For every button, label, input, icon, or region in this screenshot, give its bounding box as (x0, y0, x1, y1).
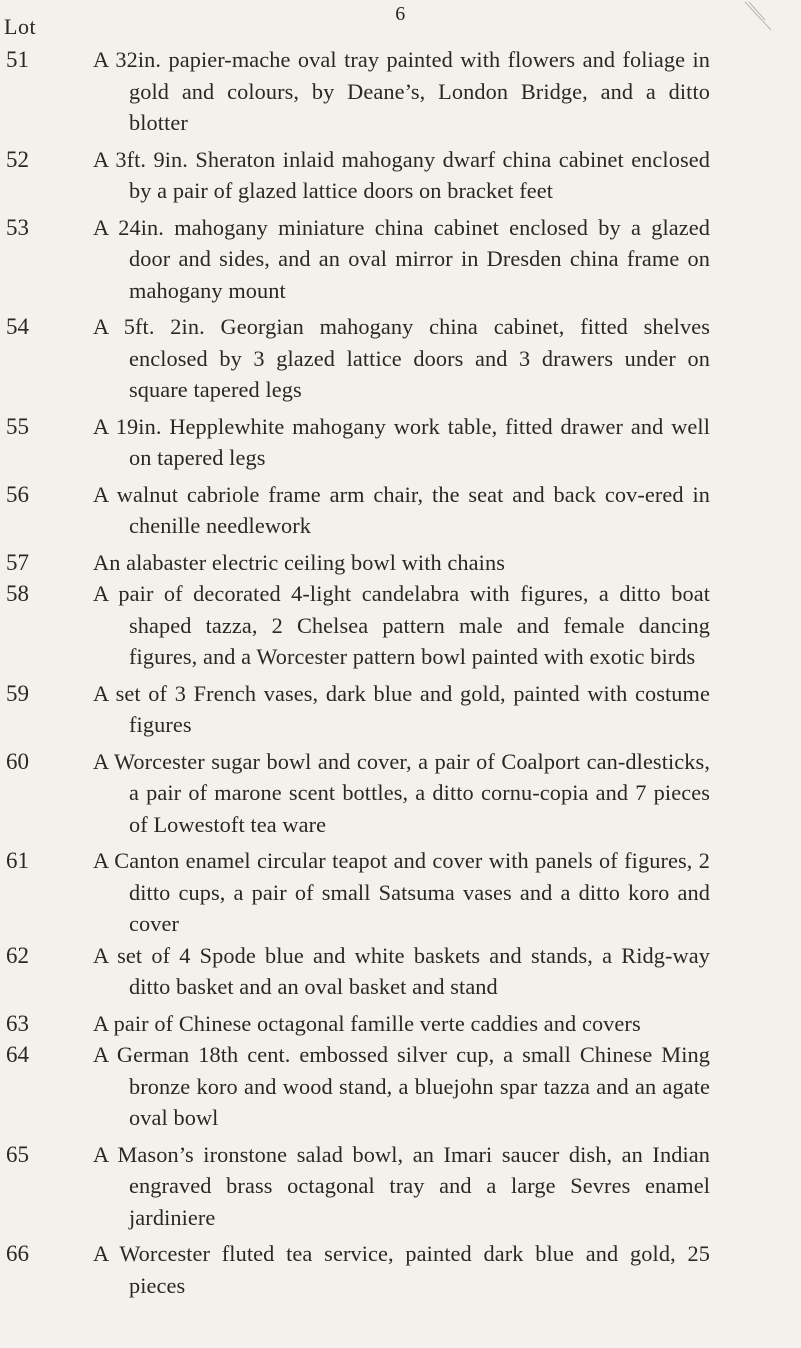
lot-entry (0, 411, 801, 474)
lot-description: A 5ft. 2in. Georgian mahogany china cabinet, fitted shelves enclosed by 3 glazed lattice doors and 3 drawers under on square tapered legs (93, 314, 710, 402)
lot-number: 52 (6, 146, 29, 172)
lot-number: 62 (6, 942, 29, 968)
lot-description: A 32in. papier-mache oval tray painted with flowers and foliage in gold and colours, by Deane’s, London Bridge, and a ditto blotter (93, 47, 710, 135)
lot-entry (0, 1139, 801, 1234)
lot-description: An alabaster electric ceiling bowl with chains (93, 549, 505, 575)
lot-entry (0, 311, 801, 406)
lot-entry (0, 479, 801, 542)
lot-entry (0, 1238, 801, 1301)
lot-entry (0, 1008, 801, 1040)
lot-description: A 3ft. 9in. Sheraton inlaid mahogany dwarf china cabinet enclosed by a pair of glazed lattice doors on bracket feet (93, 146, 710, 203)
lot-description: A pair of Chinese octagonal famille verte caddies and covers (93, 1010, 641, 1036)
lot-entry (0, 578, 801, 673)
lot-description: A set of 4 Spode blue and white baskets and stands, a Ridg-way ditto basket and an oval basket and stand (93, 942, 710, 999)
lot-entry (0, 212, 801, 307)
lot-description: A 24in. mahogany miniature china cabinet enclosed by a glazed door and sides, and an oval mirror in Dresden china frame on mahogany mount (93, 214, 710, 303)
lot-number: 55 (6, 413, 29, 439)
lot-entry (0, 547, 801, 579)
lot-number: 53 (6, 214, 29, 240)
lot-description: A 19in. Hepplewhite mahogany work table, fitted drawer and well on tapered legs (93, 413, 710, 470)
lot-number: 65 (6, 1141, 29, 1167)
lot-description: A German 18th cent. embossed silver cup, a small Chinese Ming bronze koro and wood stand, a bluejohn spar tazza and an agate oval bowl (93, 1042, 710, 1130)
lot-number: 63 (6, 1010, 29, 1036)
lot-description: A Worcester fluted tea service, painted dark blue and gold, 25 pieces (93, 1241, 710, 1298)
lot-description: A pair of decorated 4-light candelabra with figures, a ditto boat shaped tazza, 2 Chelsea pattern male and female dancing figures, and a Worcester pattern bowl painted with exotic birds (93, 581, 710, 669)
lot-entry (0, 845, 801, 940)
lot-number: 56 (6, 481, 29, 507)
lot-entry (0, 746, 801, 841)
lot-number: 66 (6, 1241, 29, 1266)
lot-number: 60 (6, 748, 29, 774)
lot-number: 64 (6, 1042, 29, 1067)
page-corner-mark (741, 0, 781, 40)
lot-number: 54 (6, 314, 29, 339)
lot-number: 58 (6, 581, 29, 606)
lot-number: 51 (6, 47, 29, 72)
lot-column-heading: Lot (4, 14, 37, 39)
lot-entry (0, 940, 801, 1003)
lot-number: 57 (6, 549, 29, 575)
page-number: 6 (395, 3, 406, 25)
lot-entry (0, 678, 801, 741)
lot-description: A Canton enamel circular teapot and cover with panels of figures, 2 ditto cups, a pair of small Satsuma vases and a ditto koro and cover (93, 848, 710, 936)
lot-description: A walnut cabriole frame arm chair, the seat and back cov-ered in chenille needlework (93, 481, 710, 538)
lot-number: 61 (6, 848, 29, 873)
lot-list (0, 44, 801, 1301)
lot-entry (0, 44, 801, 139)
lot-description: A Worcester sugar bowl and cover, a pair of Coalport can-dlesticks, a pair of marone scent bottles, a ditto cornu-copia and 7 pieces of Lowestoft tea ware (93, 748, 710, 837)
lot-description: A set of 3 French vases, dark blue and gold, painted with costume figures (93, 680, 710, 737)
lot-description: A Mason’s ironstone salad bowl, an Imari saucer dish, an Indian engraved brass octagonal tray and a large Sevres enamel jardiniere (93, 1141, 710, 1230)
lot-number: 59 (6, 680, 29, 706)
lot-entry (0, 1039, 801, 1134)
lot-entry (0, 144, 801, 207)
